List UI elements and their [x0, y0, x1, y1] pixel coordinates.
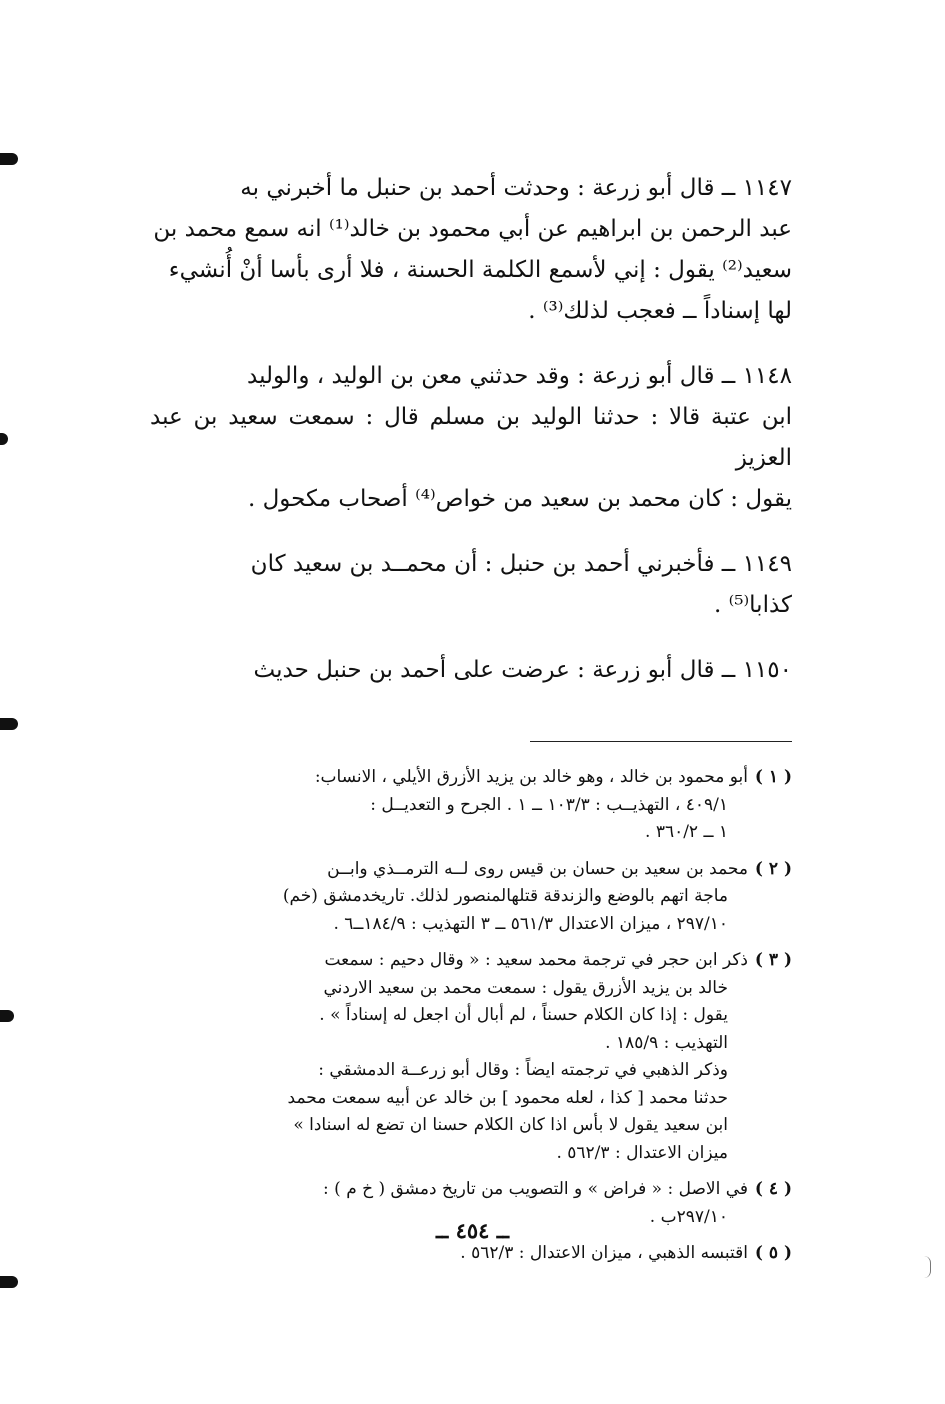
text-line: كذابا⁽⁵⁾ .	[714, 592, 792, 618]
footnote-1	[150, 764, 792, 847]
footnote-line: في الاصل : « فراض » و التصويب من تاريخ دمشق ( خ م ) :	[323, 1179, 748, 1199]
footnote-marker: ( ١ )	[754, 767, 792, 787]
text-line: سعيد⁽²⁾ يقول : إني لأسمع الكلمة الحسنة ، فلا أرى بأسا أنْ أُنشيء	[168, 257, 792, 283]
margin-mark	[0, 1276, 18, 1288]
footnote-line: ميزان الاعتدال : ٥٦٢/٣ .	[556, 1142, 728, 1163]
main-text	[150, 168, 792, 691]
footnotes	[150, 764, 792, 1268]
footnote-3	[150, 947, 792, 1167]
footnote-line: ابن سعيد يقول لا بأس اذا كان الكلام حسنا ان تضع له اسنادا »	[293, 1115, 728, 1135]
text-line: ١١٤٨ ــ قال أبو زرعة : وقد حدثني معن بن الوليد ، والوليد	[247, 363, 792, 389]
footnote-line: محمد بن سعيد بن حسان بن قيس روى لــه الترمــذي وابــن	[327, 858, 748, 879]
text-line: لها إسناداً ــ فعجب لذلك⁽³⁾ .	[528, 298, 792, 324]
footnote-line: وذكر الذهبي في ترجمته ايضاً : وقال أبو زرعــة الدمشقي :	[318, 1060, 728, 1080]
text-line: ١١٥٠ ــ قال أبو زرعة : عرضت على أحمد بن حنبل حديث	[253, 657, 792, 683]
paragraph-1148	[150, 356, 792, 520]
margin-mark	[0, 1010, 14, 1022]
footnote-line: ٢٩٧/١٠ب .	[649, 1206, 728, 1227]
footnote-line: يقول : إذا كان الكلام حسناً ، لم أبال أن اجعل له إسناداً » .	[319, 1005, 728, 1025]
margin-bracket	[924, 1256, 931, 1278]
margin-mark	[0, 153, 18, 165]
footnote-line: اقتبسه الذهبي ، ميزان الاعتدال : ٥٦٢/٣ .	[460, 1243, 748, 1263]
margin-mark	[0, 433, 8, 445]
footnote-marker: ( ٤ )	[754, 1179, 792, 1199]
margin-mark	[0, 718, 18, 730]
footnote-divider	[530, 741, 792, 742]
footnote-text	[150, 764, 748, 847]
text-line: ١١٤٧ ــ قال أبو زرعة : وحدثت أحمد بن حنبل ما أخبرني به	[240, 175, 792, 201]
text-line: ابن عتبة قالا : حدثنا الوليد بن مسلم قال : سمعت سعيد بن عبد العزيز	[150, 404, 792, 471]
footnote-line: ١ ــ ٣٦٠/٢ .	[645, 822, 728, 842]
footnote-line: خالد بن يزيد الأزرق يقول : سمعت محمد بن سعيد الاردني	[323, 977, 728, 998]
footnote-line: ٤٠٩/١ ، التهذيــب : ١٠٣/٣ ــ ١ . الجرح و التعديــل :	[370, 794, 728, 815]
page-number: ــ ٤٥٤ ــ	[435, 1218, 510, 1243]
footnote-2	[150, 856, 792, 939]
footnote-marker: ( ٣ )	[754, 950, 792, 970]
footnote-line: حدثنا محمد [ كذا ، لعله محمود ] بن خالد عن أبيه سمعت محمد	[287, 1087, 728, 1108]
footnote-line: ذكر ابن حجر في ترجمة محمد سعيد : « وقال دحيم : سمعت	[324, 950, 748, 970]
footnote-5	[150, 1240, 792, 1268]
page-body	[150, 168, 792, 1268]
footnote-line: التهذيب : ١٨٥/٩ .	[605, 1032, 728, 1053]
footnote-line: ماجة اتهم بالوضع والزندقة قتلهالمنصور لذلك. تاريخدمشق (خم)	[282, 886, 728, 906]
paragraph-1147	[150, 168, 792, 332]
footnote-marker: ( ٢ )	[754, 858, 792, 879]
paragraph-1149	[150, 544, 792, 626]
footnote-text	[150, 947, 748, 1167]
footnote-line: ٢٩٧/١٠ ، ميزان الاعتدال ٥٦١/٣ ــ ٣ التهذيب : ١٨٤/٩ــ٦ .	[333, 913, 728, 934]
footnote-text	[150, 856, 748, 939]
footnote-marker: ( ٥ )	[754, 1243, 792, 1263]
text-line: ١١٤٩ ــ فأخبرني أحمد بن حنبل : أن محمــد بن سعيد كان	[250, 551, 792, 577]
paragraph-1150	[150, 650, 792, 691]
text-line: عبد الرحمن بن ابراهيم عن أبي محمود بن خالد⁽¹⁾ انه سمع محمد بن	[153, 216, 792, 242]
text-line: يقول : كان محمد بن سعيد من خواص⁽⁴⁾ أصحاب مكحول .	[247, 486, 792, 512]
footnote-text	[150, 1240, 748, 1268]
footnote-line: أبو محمود بن خالد ، وهو خالد بن يزيد الأزرق الأيلي ، الانساب:	[314, 767, 748, 787]
